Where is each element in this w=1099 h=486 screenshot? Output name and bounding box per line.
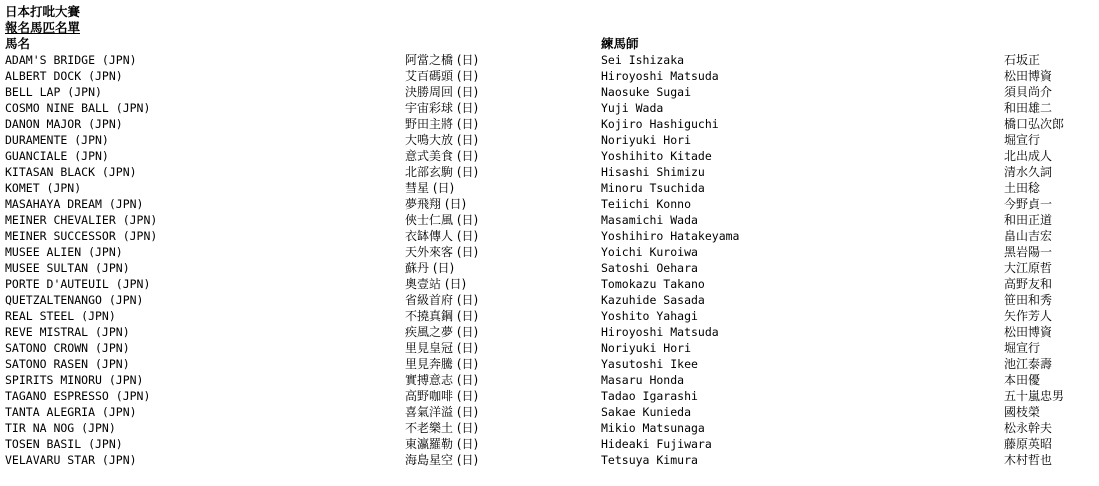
horse-name-chinese: 高野咖啡 (日) xyxy=(405,389,479,403)
table-row xyxy=(5,84,1095,100)
trainer-name-chinese: 笹田和秀 xyxy=(1004,293,1053,307)
trainer-name-english: Kojiro Hashiguchi xyxy=(601,117,719,131)
table-row xyxy=(5,244,1095,260)
horse-name-chinese: 里見奔騰 (日) xyxy=(405,357,479,371)
horse-name-chinese: 決勝周回 (日) xyxy=(405,85,479,99)
horse-name-chinese: 不撓真鋼 (日) xyxy=(405,309,479,323)
trainer-name-english: Hiroyoshi Matsuda xyxy=(601,69,719,83)
horse-name-english: REVE MISTRAL (JPN) xyxy=(5,325,130,339)
horse-name-english: SPIRITS MINORU (JPN) xyxy=(5,373,144,387)
horse-name-english: TIR NA NOG (JPN) xyxy=(5,421,116,435)
trainer-name-chinese: 木村哲也 xyxy=(1004,453,1053,467)
horse-name-english: ADAM'S BRIDGE (JPN) xyxy=(5,53,137,67)
table-row xyxy=(5,340,1095,356)
table-row xyxy=(5,452,1095,468)
trainer-name-chinese: 畠山吉宏 xyxy=(1004,229,1053,243)
table-row xyxy=(5,100,1095,116)
trainer-name-english: Masamichi Wada xyxy=(601,213,698,227)
table-row xyxy=(5,404,1095,420)
table-row xyxy=(5,212,1095,228)
horse-name-english: KITASAN BLACK (JPN) xyxy=(5,165,137,179)
horse-name-english: MASAHAYA DREAM (JPN) xyxy=(5,197,144,211)
table-row xyxy=(5,196,1095,212)
table-row xyxy=(5,308,1095,324)
horse-name-chinese: 野田主將 (日) xyxy=(405,117,479,131)
horse-name-english: ALBERT DOCK (JPN) xyxy=(5,69,123,83)
trainer-name-chinese: 和田雄二 xyxy=(1004,101,1053,115)
horse-name-chinese: 喜氣洋溢 (日) xyxy=(405,405,479,419)
trainer-name-chinese: 石坂正 xyxy=(1004,53,1041,67)
trainer-name-english: Yoichi Kuroiwa xyxy=(601,245,698,259)
table-row xyxy=(5,116,1095,132)
trainer-name-chinese: 國枝榮 xyxy=(1004,405,1041,419)
horse-name-english: MEINER SUCCESSOR (JPN) xyxy=(5,229,158,243)
trainer-name-chinese: 須貝尚介 xyxy=(1004,85,1053,99)
horse-name-english: REAL STEEL (JPN) xyxy=(5,309,116,323)
trainer-name-english: Noriyuki Hori xyxy=(601,341,692,355)
table-row xyxy=(5,148,1095,164)
trainer-name-english: Satoshi Oehara xyxy=(601,261,698,275)
trainer-name-chinese: 橋口弘次郎 xyxy=(1004,117,1065,131)
horse-name-chinese: 奧壹站 (日) xyxy=(405,277,467,291)
column-header-row xyxy=(5,36,1095,52)
horse-name-english: TOSEN BASIL (JPN) xyxy=(5,437,123,451)
document-body xyxy=(5,4,1095,468)
horse-name-chinese: 艾百碼頭 (日) xyxy=(405,69,479,83)
trainer-name-english: Tomokazu Takano xyxy=(601,277,705,291)
horse-name-chinese: 夢飛翔 (日) xyxy=(405,197,467,211)
horse-name-english: COSMO NINE BALL (JPN) xyxy=(5,101,151,115)
trainer-name-chinese: 和田正道 xyxy=(1004,213,1053,227)
trainer-name-chinese: 黑岩陽一 xyxy=(1004,245,1053,259)
trainer-name-chinese: 大江原哲 xyxy=(1004,261,1053,275)
horse-name-english: MEINER CHEVALIER (JPN) xyxy=(5,213,158,227)
trainer-name-chinese: 高野友和 xyxy=(1004,277,1053,291)
entries-list xyxy=(5,52,1095,468)
table-row xyxy=(5,356,1095,372)
horse-name-chinese: 疾風之夢 (日) xyxy=(405,325,479,339)
trainer-name-english: Naosuke Sugai xyxy=(601,85,692,99)
page-title: 日本打吡大賽 xyxy=(5,4,81,19)
horse-name-chinese: 俠士仁風 (日) xyxy=(405,213,479,227)
trainer-name-chinese: 松田博資 xyxy=(1004,325,1053,339)
trainer-name-chinese: 土田稔 xyxy=(1004,181,1041,195)
table-row xyxy=(5,292,1095,308)
horse-name-english: GUANCIALE (JPN) xyxy=(5,149,109,163)
trainer-name-english: Yuji Wada xyxy=(601,101,664,115)
trainer-name-chinese: 松田博資 xyxy=(1004,69,1053,83)
trainer-name-english: Teiichi Konno xyxy=(601,197,692,211)
horse-name-english: TAGANO ESPRESSO (JPN) xyxy=(5,389,151,403)
trainer-name-english: Minoru Tsuchida xyxy=(601,181,705,195)
horse-name-chinese: 不老樂土 (日) xyxy=(405,421,479,435)
trainer-name-english: Sakae Kunieda xyxy=(601,405,692,419)
trainer-column-header: 練馬師 xyxy=(601,36,639,51)
horse-name-english: VELAVARU STAR (JPN) xyxy=(5,453,137,467)
trainer-name-chinese: 北出成人 xyxy=(1004,149,1053,163)
page-subtitle: 報名馬匹名單 xyxy=(5,20,81,35)
table-row xyxy=(5,260,1095,276)
trainer-name-english: Noriyuki Hori xyxy=(601,133,692,147)
trainer-name-english: Yoshito Yahagi xyxy=(601,309,698,323)
horse-name-english: DURAMENTE (JPN) xyxy=(5,133,109,147)
horse-name-chinese: 北部玄駒 (日) xyxy=(405,165,479,179)
horse-name-chinese: 彗星 (日) xyxy=(405,181,455,195)
horse-column-header: 馬名 xyxy=(5,36,31,51)
trainer-name-chinese: 堀宣行 xyxy=(1004,341,1041,355)
trainer-name-english: Masaru Honda xyxy=(601,373,685,387)
horse-name-chinese: 宇宙彩球 (日) xyxy=(405,101,479,115)
trainer-name-chinese: 五十嵐忠男 xyxy=(1004,389,1065,403)
horse-name-chinese: 實搏意志 (日) xyxy=(405,373,479,387)
horse-name-chinese: 蘇丹 (日) xyxy=(405,261,455,275)
trainer-name-english: Yasutoshi Ikee xyxy=(601,357,698,371)
horse-name-chinese: 海島星空 (日) xyxy=(405,453,479,467)
table-row xyxy=(5,164,1095,180)
table-row xyxy=(5,324,1095,340)
horse-name-english: PORTE D'AUTEUIL (JPN) xyxy=(5,277,151,291)
horse-name-english: TANTA ALEGRIA (JPN) xyxy=(5,405,137,419)
horse-name-english: DANON MAJOR (JPN) xyxy=(5,117,123,131)
table-row xyxy=(5,388,1095,404)
table-row xyxy=(5,52,1095,68)
horse-name-chinese: 里見皇冠 (日) xyxy=(405,341,479,355)
horse-name-chinese: 阿當之橋 (日) xyxy=(405,53,479,67)
trainer-name-english: Kazuhide Sasada xyxy=(601,293,705,307)
horse-name-chinese: 省級首府 (日) xyxy=(405,293,479,307)
trainer-name-english: Yoshihito Kitade xyxy=(601,149,712,163)
trainer-name-chinese: 矢作芳人 xyxy=(1004,309,1053,323)
trainer-name-english: Hiroyoshi Matsuda xyxy=(601,325,719,339)
table-row xyxy=(5,436,1095,452)
table-row xyxy=(5,68,1095,84)
trainer-name-chinese: 池江泰壽 xyxy=(1004,357,1053,371)
horse-name-chinese: 大鳴大放 (日) xyxy=(405,133,479,147)
horse-name-chinese: 天外來客 (日) xyxy=(405,245,479,259)
table-row xyxy=(5,372,1095,388)
trainer-name-english: Mikio Matsunaga xyxy=(601,421,705,435)
trainer-name-english: Yoshihiro Hatakeyama xyxy=(601,229,740,243)
table-row xyxy=(5,132,1095,148)
table-row xyxy=(5,420,1095,436)
horse-name-chinese: 衣缽傳人 (日) xyxy=(405,229,479,243)
horse-name-english: BELL LAP (JPN) xyxy=(5,85,102,99)
table-row xyxy=(5,276,1095,292)
horse-name-chinese: 東瀛羅勒 (日) xyxy=(405,437,479,451)
table-row xyxy=(5,180,1095,196)
horse-name-english: SATONO CROWN (JPN) xyxy=(5,341,130,355)
trainer-name-english: Hisashi Shimizu xyxy=(601,165,705,179)
horse-name-english: MUSEE SULTAN (JPN) xyxy=(5,261,130,275)
trainer-name-chinese: 今野貞一 xyxy=(1004,197,1053,211)
trainer-name-chinese: 清水久詞 xyxy=(1004,165,1053,179)
trainer-name-english: Tadao Igarashi xyxy=(601,389,698,403)
trainer-name-chinese: 松永幹夫 xyxy=(1004,421,1053,435)
trainer-name-english: Hideaki Fujiwara xyxy=(601,437,712,451)
horse-name-chinese: 意式美食 (日) xyxy=(405,149,479,163)
horse-name-english: KOMET (JPN) xyxy=(5,181,82,195)
trainer-name-chinese: 藤原英昭 xyxy=(1004,437,1053,451)
trainer-name-english: Tetsuya Kimura xyxy=(601,453,698,467)
trainer-name-chinese: 本田優 xyxy=(1004,373,1041,387)
table-row xyxy=(5,228,1095,244)
trainer-name-chinese: 堀宣行 xyxy=(1004,133,1041,147)
horse-name-english: QUETZALTENANGO (JPN) xyxy=(5,293,144,307)
trainer-name-english: Sei Ishizaka xyxy=(601,53,685,67)
horse-name-english: SATONO RASEN (JPN) xyxy=(5,357,130,371)
horse-name-english: MUSEE ALIEN (JPN) xyxy=(5,245,123,259)
